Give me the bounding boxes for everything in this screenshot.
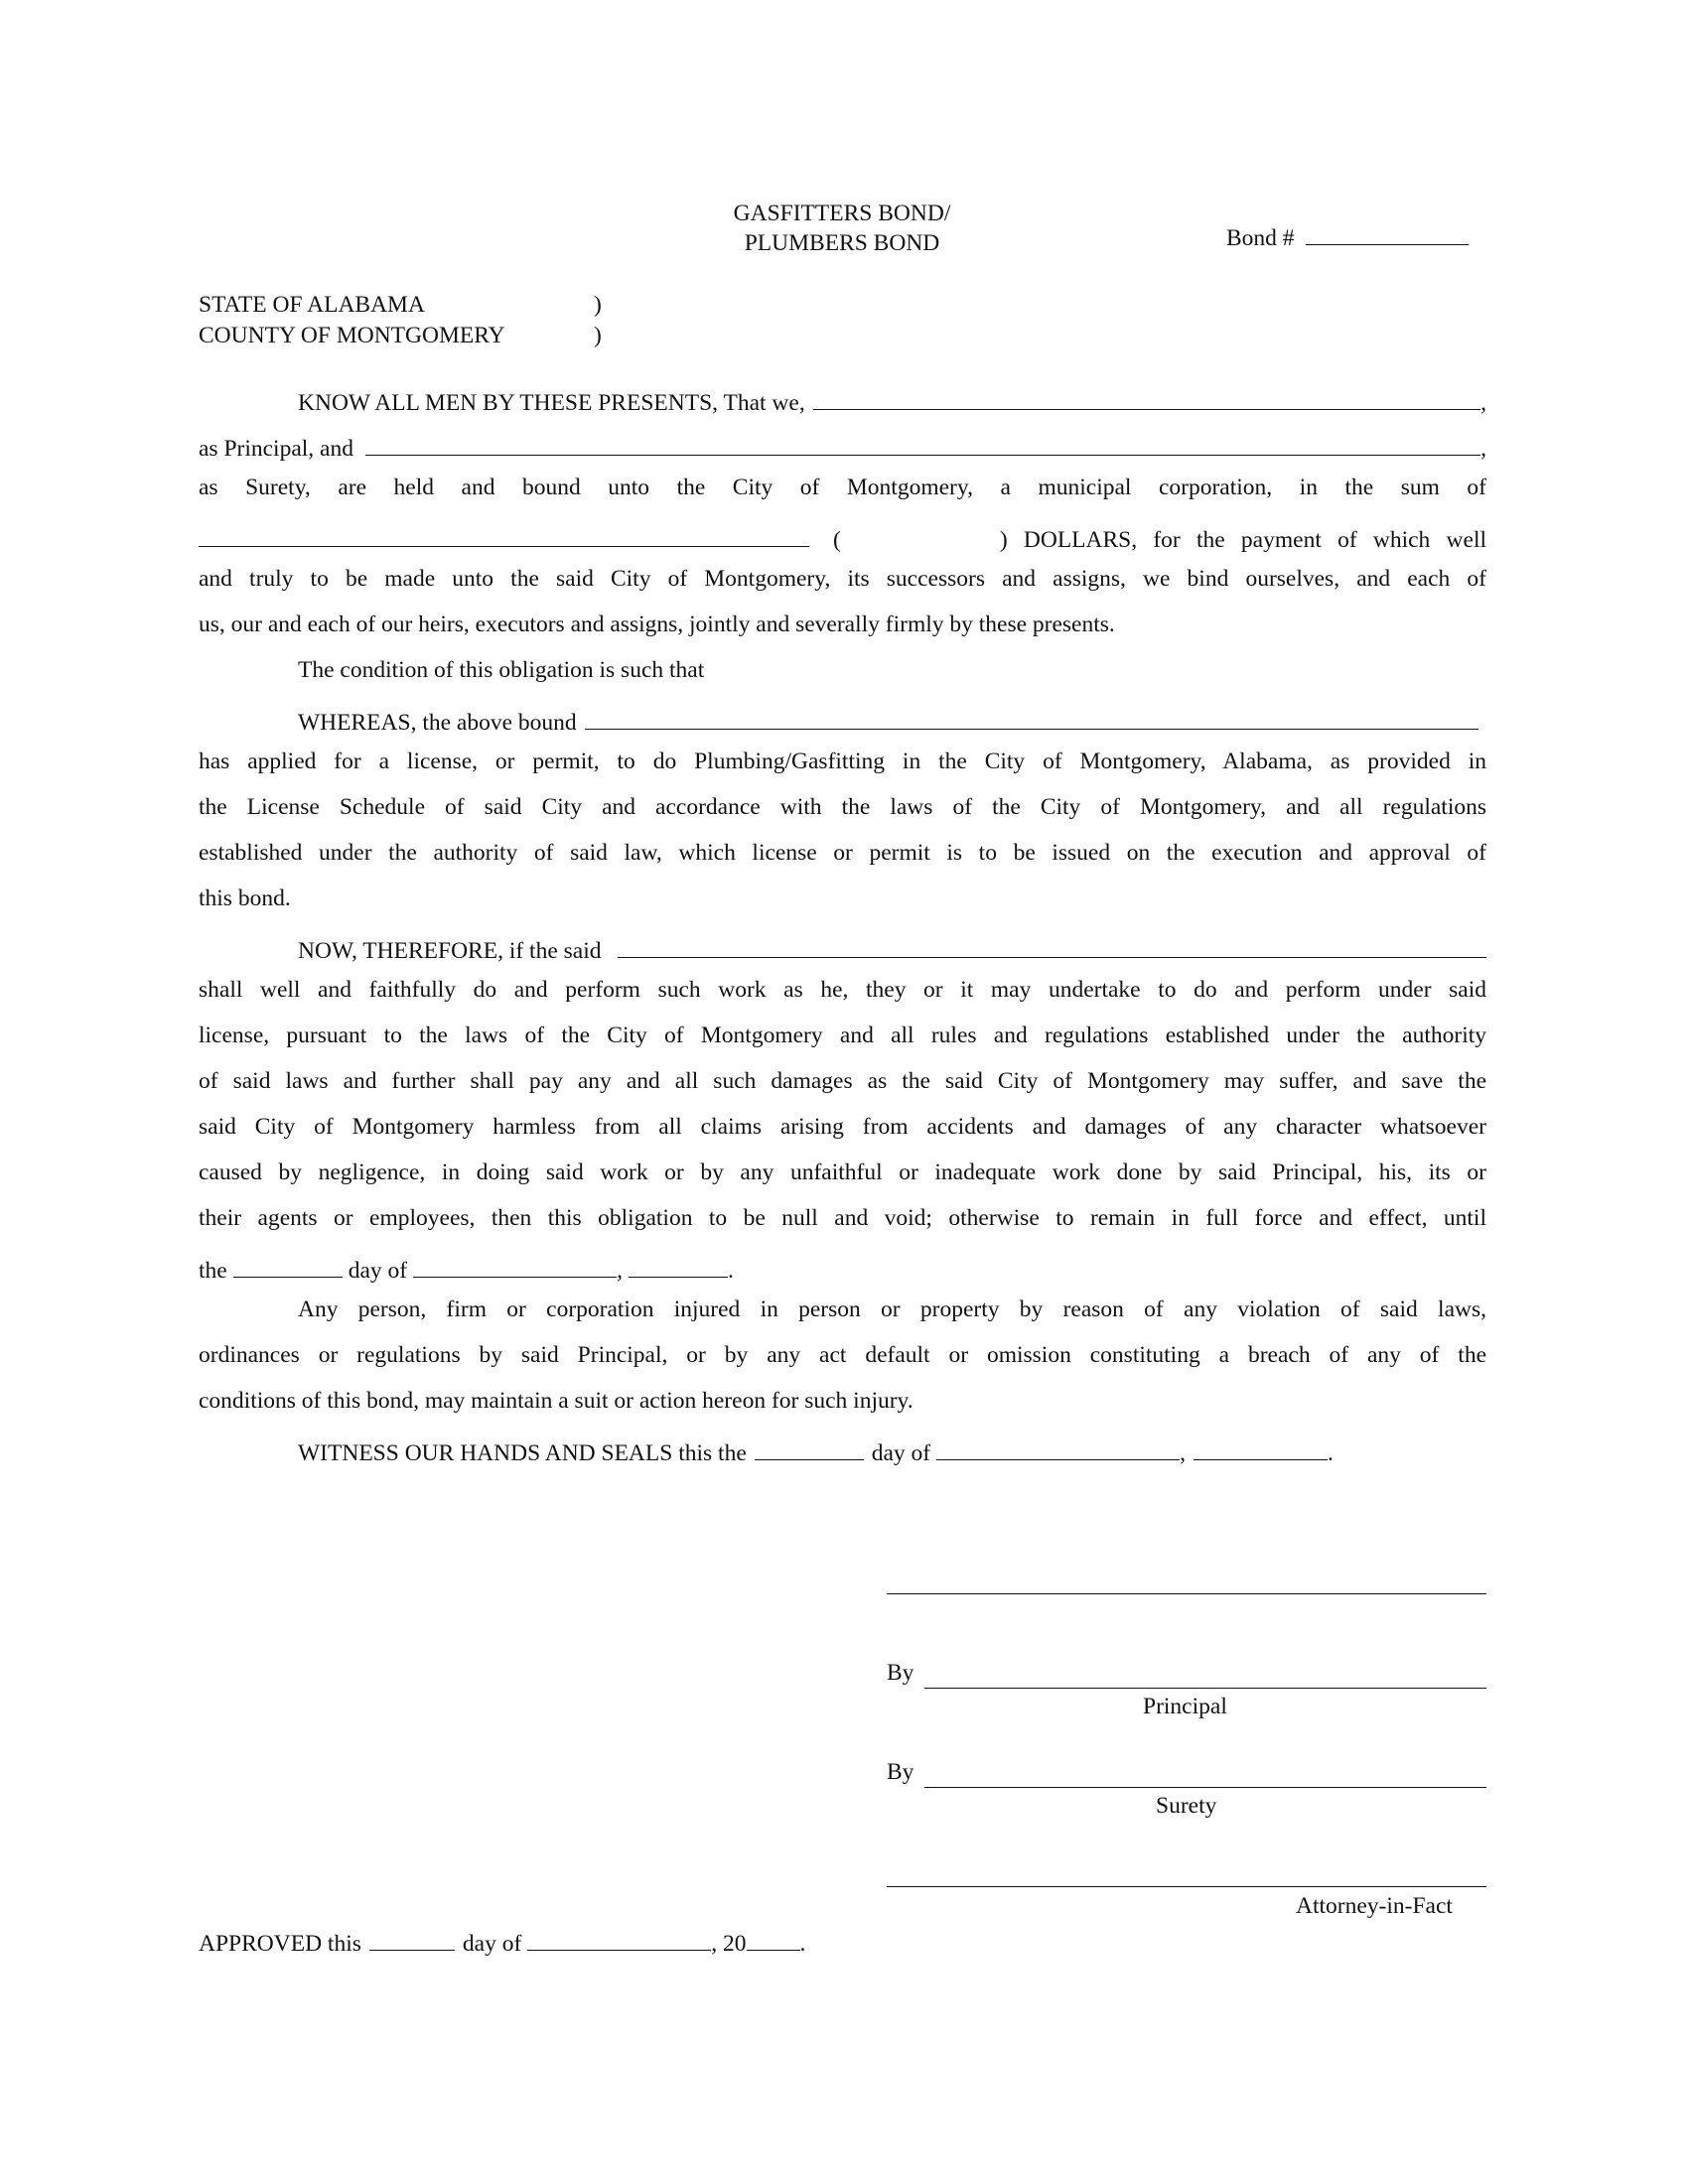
surety-name-field[interactable] bbox=[365, 429, 1480, 456]
applied-line: has applied for a license, or permit, to do Plumbing/Gasfitting in the City of Montgomery, Alabama, as provided in bbox=[199, 749, 1486, 774]
witness-line bbox=[199, 1433, 1486, 1467]
approved-day-of-text: day of bbox=[462, 1930, 522, 1957]
know-all-text: KNOW ALL MEN BY THESE PRESENTS, That we, bbox=[298, 389, 805, 416]
bound-party-field[interactable] bbox=[585, 703, 1478, 730]
established-line: established under the authority of said law, which license or permit is to be issued on the execution and approval of bbox=[199, 840, 1486, 866]
surety-text-line: as Surety, are held and bound unto the City of Montgomery, a municipal corporation, in the sum of bbox=[199, 475, 1486, 500]
approved-month-field[interactable] bbox=[527, 1924, 711, 1951]
as-principal-text: as Principal, and bbox=[199, 435, 353, 462]
now-therefore-text: NOW, THEREFORE, if the said bbox=[298, 937, 602, 964]
comma: , bbox=[617, 1257, 623, 1284]
until-date-line bbox=[199, 1251, 1486, 1285]
sum-line bbox=[199, 520, 1486, 554]
said-party-field[interactable] bbox=[618, 931, 1487, 958]
until-year-field[interactable] bbox=[629, 1251, 728, 1278]
period: . bbox=[727, 1257, 734, 1284]
whereas-text: WHEREAS, the above bound bbox=[298, 709, 577, 736]
comma: , bbox=[1480, 389, 1486, 416]
witness-text: WITNESS OUR HANDS AND SEALS this the bbox=[298, 1439, 747, 1466]
by-principal-label: By bbox=[887, 1660, 914, 1686]
venue-county: COUNTY OF MONTGOMERY bbox=[199, 323, 505, 348]
principal-caption: Principal bbox=[1143, 1694, 1227, 1719]
attorney-signature-line[interactable] bbox=[887, 1886, 1486, 1887]
conditions-line: conditions of this bond, may maintain a suit or action hereon for such injury. bbox=[199, 1388, 914, 1414]
bond-number-field[interactable] bbox=[1306, 218, 1469, 245]
venue-paren-2: ) bbox=[594, 323, 602, 348]
whereas-line bbox=[199, 703, 1486, 737]
title-line-1: GASFITTERS BOND/ bbox=[733, 201, 951, 226]
heirs-line: us, our and each of our heirs, executors and assigns, jointly and severally firmly by these presents. bbox=[199, 612, 1115, 637]
witness-year-field[interactable] bbox=[1194, 1433, 1328, 1460]
title-line-2: PLUMBERS BOND bbox=[744, 230, 940, 256]
sum-words-field[interactable] bbox=[199, 520, 809, 547]
comma: , bbox=[1180, 1439, 1187, 1466]
know-all-line bbox=[199, 383, 1486, 417]
witness-day-field[interactable] bbox=[755, 1433, 864, 1460]
principal-signature-line[interactable] bbox=[924, 1688, 1486, 1689]
approved-period: . bbox=[799, 1930, 806, 1957]
signature-line-seal[interactable] bbox=[887, 1593, 1486, 1594]
approved-year-field[interactable] bbox=[747, 1924, 800, 1951]
until-day-field[interactable] bbox=[233, 1251, 343, 1278]
principal-name-field[interactable] bbox=[813, 383, 1480, 410]
license-line: license, pursuant to the laws of the City of Montgomery and all rules and regulations established under the authority bbox=[199, 1023, 1486, 1048]
surety-signature-line[interactable] bbox=[924, 1787, 1486, 1788]
day-of-text: day of bbox=[348, 1257, 408, 1284]
now-therefore-line bbox=[199, 931, 1486, 965]
dollars-text: ) DOLLARS, for the payment of which well bbox=[999, 526, 1486, 553]
this-bond-line: this bond. bbox=[199, 886, 291, 911]
by-surety-label: By bbox=[887, 1759, 914, 1785]
agents-line: their agents or employees, then this obligation to be null and void; otherwise to remain in full force and effect, until bbox=[199, 1205, 1486, 1231]
witness-month-field[interactable] bbox=[936, 1433, 1180, 1460]
period: . bbox=[1328, 1439, 1334, 1466]
harmless-line: said City of Montgomery harmless from all claims arising from accidents and damages of any character whatsoever bbox=[199, 1114, 1486, 1140]
bond-number-label: Bond # bbox=[1226, 224, 1295, 251]
until-month-field[interactable] bbox=[413, 1251, 617, 1278]
truly-line: and truly to be made unto the said City of Montgomery, its successors and assigns, we bind ourselves, and each of bbox=[199, 566, 1486, 592]
approved-comma-20: , 20 bbox=[711, 1930, 747, 1957]
laws-line: of said laws and further shall pay any and all such damages as the said City of Montgomery may suffer, and save the bbox=[199, 1068, 1486, 1094]
venue-paren-1: ) bbox=[594, 292, 602, 318]
any-person-line: Any person, firm or corporation injured in person or property by reason of any violation of said laws, bbox=[298, 1297, 1486, 1322]
day-of-text: day of bbox=[871, 1439, 931, 1466]
shall-line: shall well and faithfully do and perform such work as he, they or it may undertake to do and perform under said bbox=[199, 977, 1486, 1003]
approved-line bbox=[199, 1924, 805, 1958]
the-text: the bbox=[199, 1257, 227, 1284]
surety-caption: Surety bbox=[1156, 1793, 1217, 1819]
venue-state: STATE OF ALABAMA bbox=[199, 292, 425, 318]
comma: , bbox=[1480, 435, 1486, 462]
negligence-line: caused by negligence, in doing said work or by any unfaithful or inadequate work done by said Principal, his, its or bbox=[199, 1160, 1486, 1185]
approved-text: APPROVED this bbox=[199, 1930, 361, 1957]
attorney-caption: Attorney-in-Fact bbox=[1296, 1893, 1453, 1919]
condition-line: The condition of this obligation is such that bbox=[298, 657, 705, 683]
as-principal-line bbox=[199, 429, 1486, 463]
ordinances-line: ordinances or regulations by said Principal, or by any act default or omission constituting a breach of any of the bbox=[199, 1342, 1486, 1368]
schedule-line: the License Schedule of said City and accordance with the laws of the City of Montgomery, and all regulations bbox=[199, 794, 1486, 820]
open-paren: ( bbox=[833, 526, 841, 553]
bond-number bbox=[1226, 218, 1469, 252]
approved-day-field[interactable] bbox=[369, 1924, 455, 1951]
